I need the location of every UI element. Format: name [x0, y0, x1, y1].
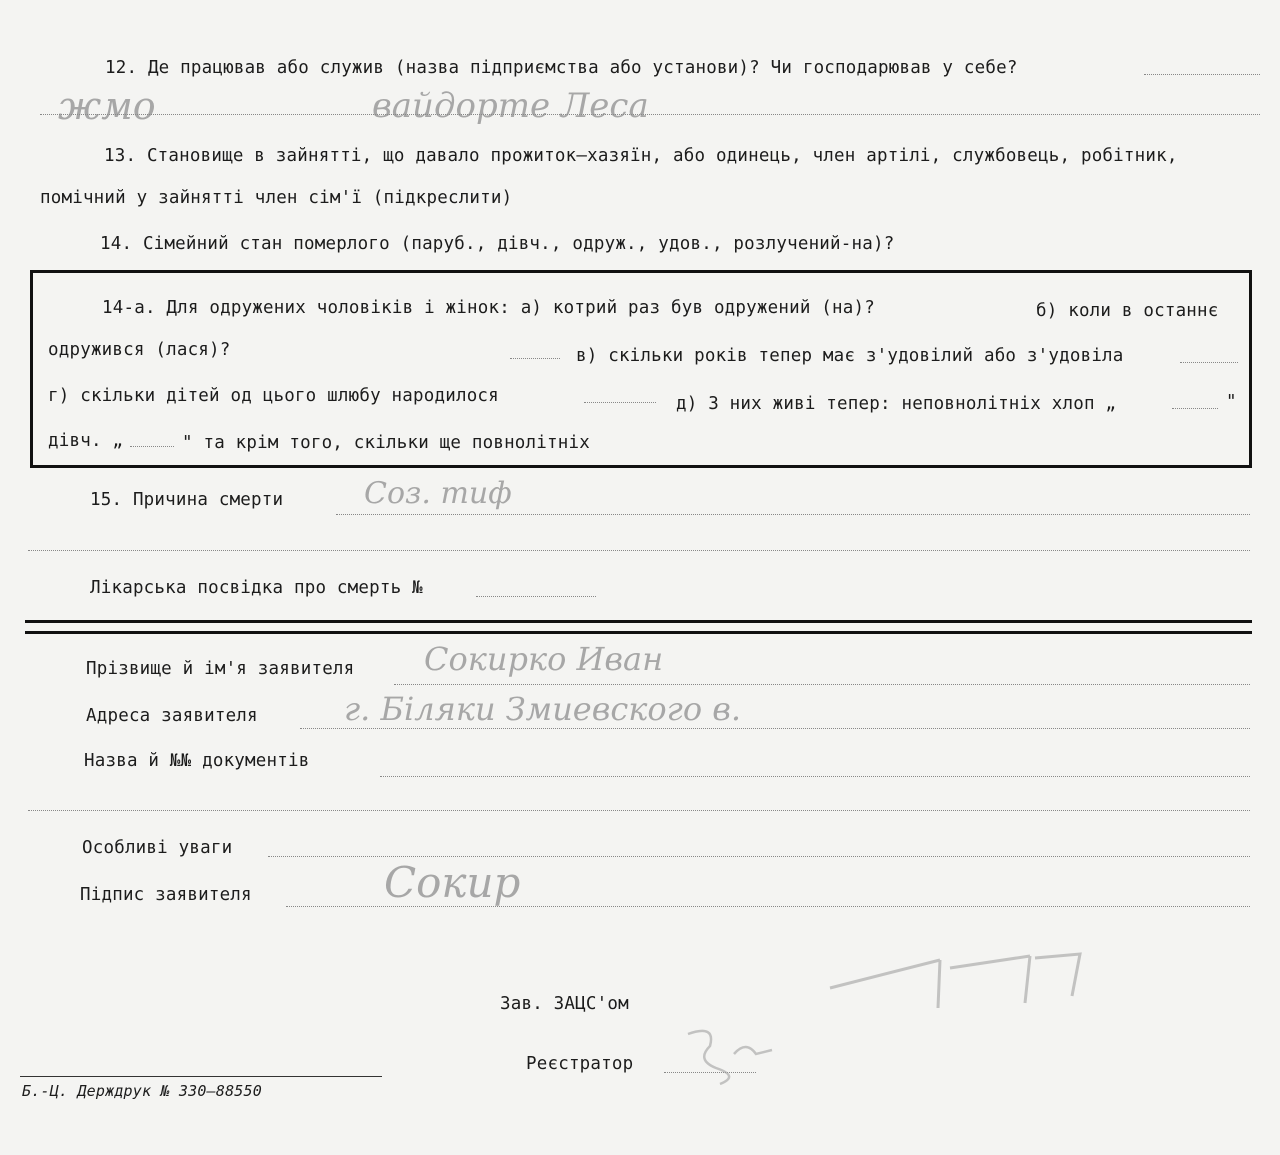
q14a-line4-a: дівч. „: [48, 431, 124, 451]
registrar-label: Реєстратор: [526, 1054, 634, 1074]
q14a-minor-boys-line: [1172, 408, 1218, 409]
q12-answer-prefix: жмо: [58, 84, 156, 128]
footer-rule: [20, 1076, 382, 1077]
q13-line1: 13. Становище в зайнятті, що давало прожиток—хазяїн, або одинець, член артілі, службовець, робітник,: [104, 146, 1178, 166]
applicant-name-line: [394, 684, 1250, 685]
applicant-signature-value: Сокир: [384, 858, 521, 907]
applicant-docs-line-2: [28, 810, 1250, 811]
applicant-address-line: [300, 728, 1250, 729]
q15-label: 15. Причина смерти: [90, 490, 284, 510]
applicant-signature-line: [286, 906, 1250, 907]
applicant-address-value: г. Біляки Змиевского в.: [344, 690, 742, 728]
applicant-signature-label: Підпис заявителя: [80, 885, 252, 905]
q14a-line3-b: д) З них живі тепер: неповнолітніх хлоп „: [676, 394, 1117, 414]
section-divider-bottom: [25, 631, 1252, 634]
applicant-address-label: Адреса заявителя: [86, 706, 258, 726]
registrar-signature-stroke: [676, 1024, 786, 1088]
q14a-line3-c: ": [1226, 392, 1237, 412]
printer-imprint: Б.-Ц. Держдрук № 330—88550: [22, 1082, 262, 1100]
applicant-name-value: Сокирко Иван: [424, 640, 664, 678]
q14a-minor-girls-line: [130, 446, 174, 447]
q15-extra-line: [28, 550, 1250, 551]
q15-answer: Соз. тиф: [364, 476, 512, 511]
applicant-docs-label: Назва й №№ документів: [84, 751, 310, 771]
q14-label: 14. Сімейний стан померлого (паруб., дівч., одруж., удов., розлучений-на)?: [100, 234, 895, 254]
q12-label: 12. Де працював або служив (назва підприємства або установи)? Чи господарював у себе?: [105, 58, 1018, 78]
q14a-widowed-years-line: [1180, 362, 1238, 363]
q14a-children-born-line: [584, 402, 656, 403]
official-signature-stroke: [820, 948, 1100, 1018]
q15-answer-line: [336, 514, 1250, 515]
q14a-line2-b: в) скільки років тепер має з'удовілий або з'удовіла: [576, 346, 1124, 366]
section-divider-top: [25, 620, 1252, 623]
q12-fill-line: [1144, 74, 1260, 75]
medical-number-line: [476, 596, 596, 597]
head-zags-label: Зав. ЗАЦС'ом: [500, 994, 629, 1014]
q14a-line3-a: г) скільки дітей од цього шлюбу народилося: [48, 386, 499, 406]
q14a-line4-b: " та крім того, скільки ще повнолітніх: [182, 433, 590, 453]
q12-answer: вайдорте Леса: [372, 86, 649, 126]
q13-line2: помічний у зайнятті член сім'ї (підкреслити): [40, 188, 513, 208]
q14a-line1-a: 14-а. Для одружених чоловіків і жінок: а) котрий раз був одружений (на)?: [102, 298, 875, 318]
applicant-docs-line: [380, 776, 1250, 777]
applicant-notes-line: [268, 856, 1250, 857]
applicant-name-label: Прізвище й ім'я заявителя: [86, 659, 355, 679]
applicant-notes-label: Особливі уваги: [82, 838, 233, 858]
q14a-line1-b: б) коли в останнє: [1036, 301, 1219, 321]
q14a-married-when-line: [510, 358, 560, 359]
medical-label: Лікарська посвідка про смерть №: [90, 578, 423, 598]
q12-answer-line: [40, 114, 1260, 115]
q14a-line2-a: одружився (лася)?: [48, 340, 231, 360]
